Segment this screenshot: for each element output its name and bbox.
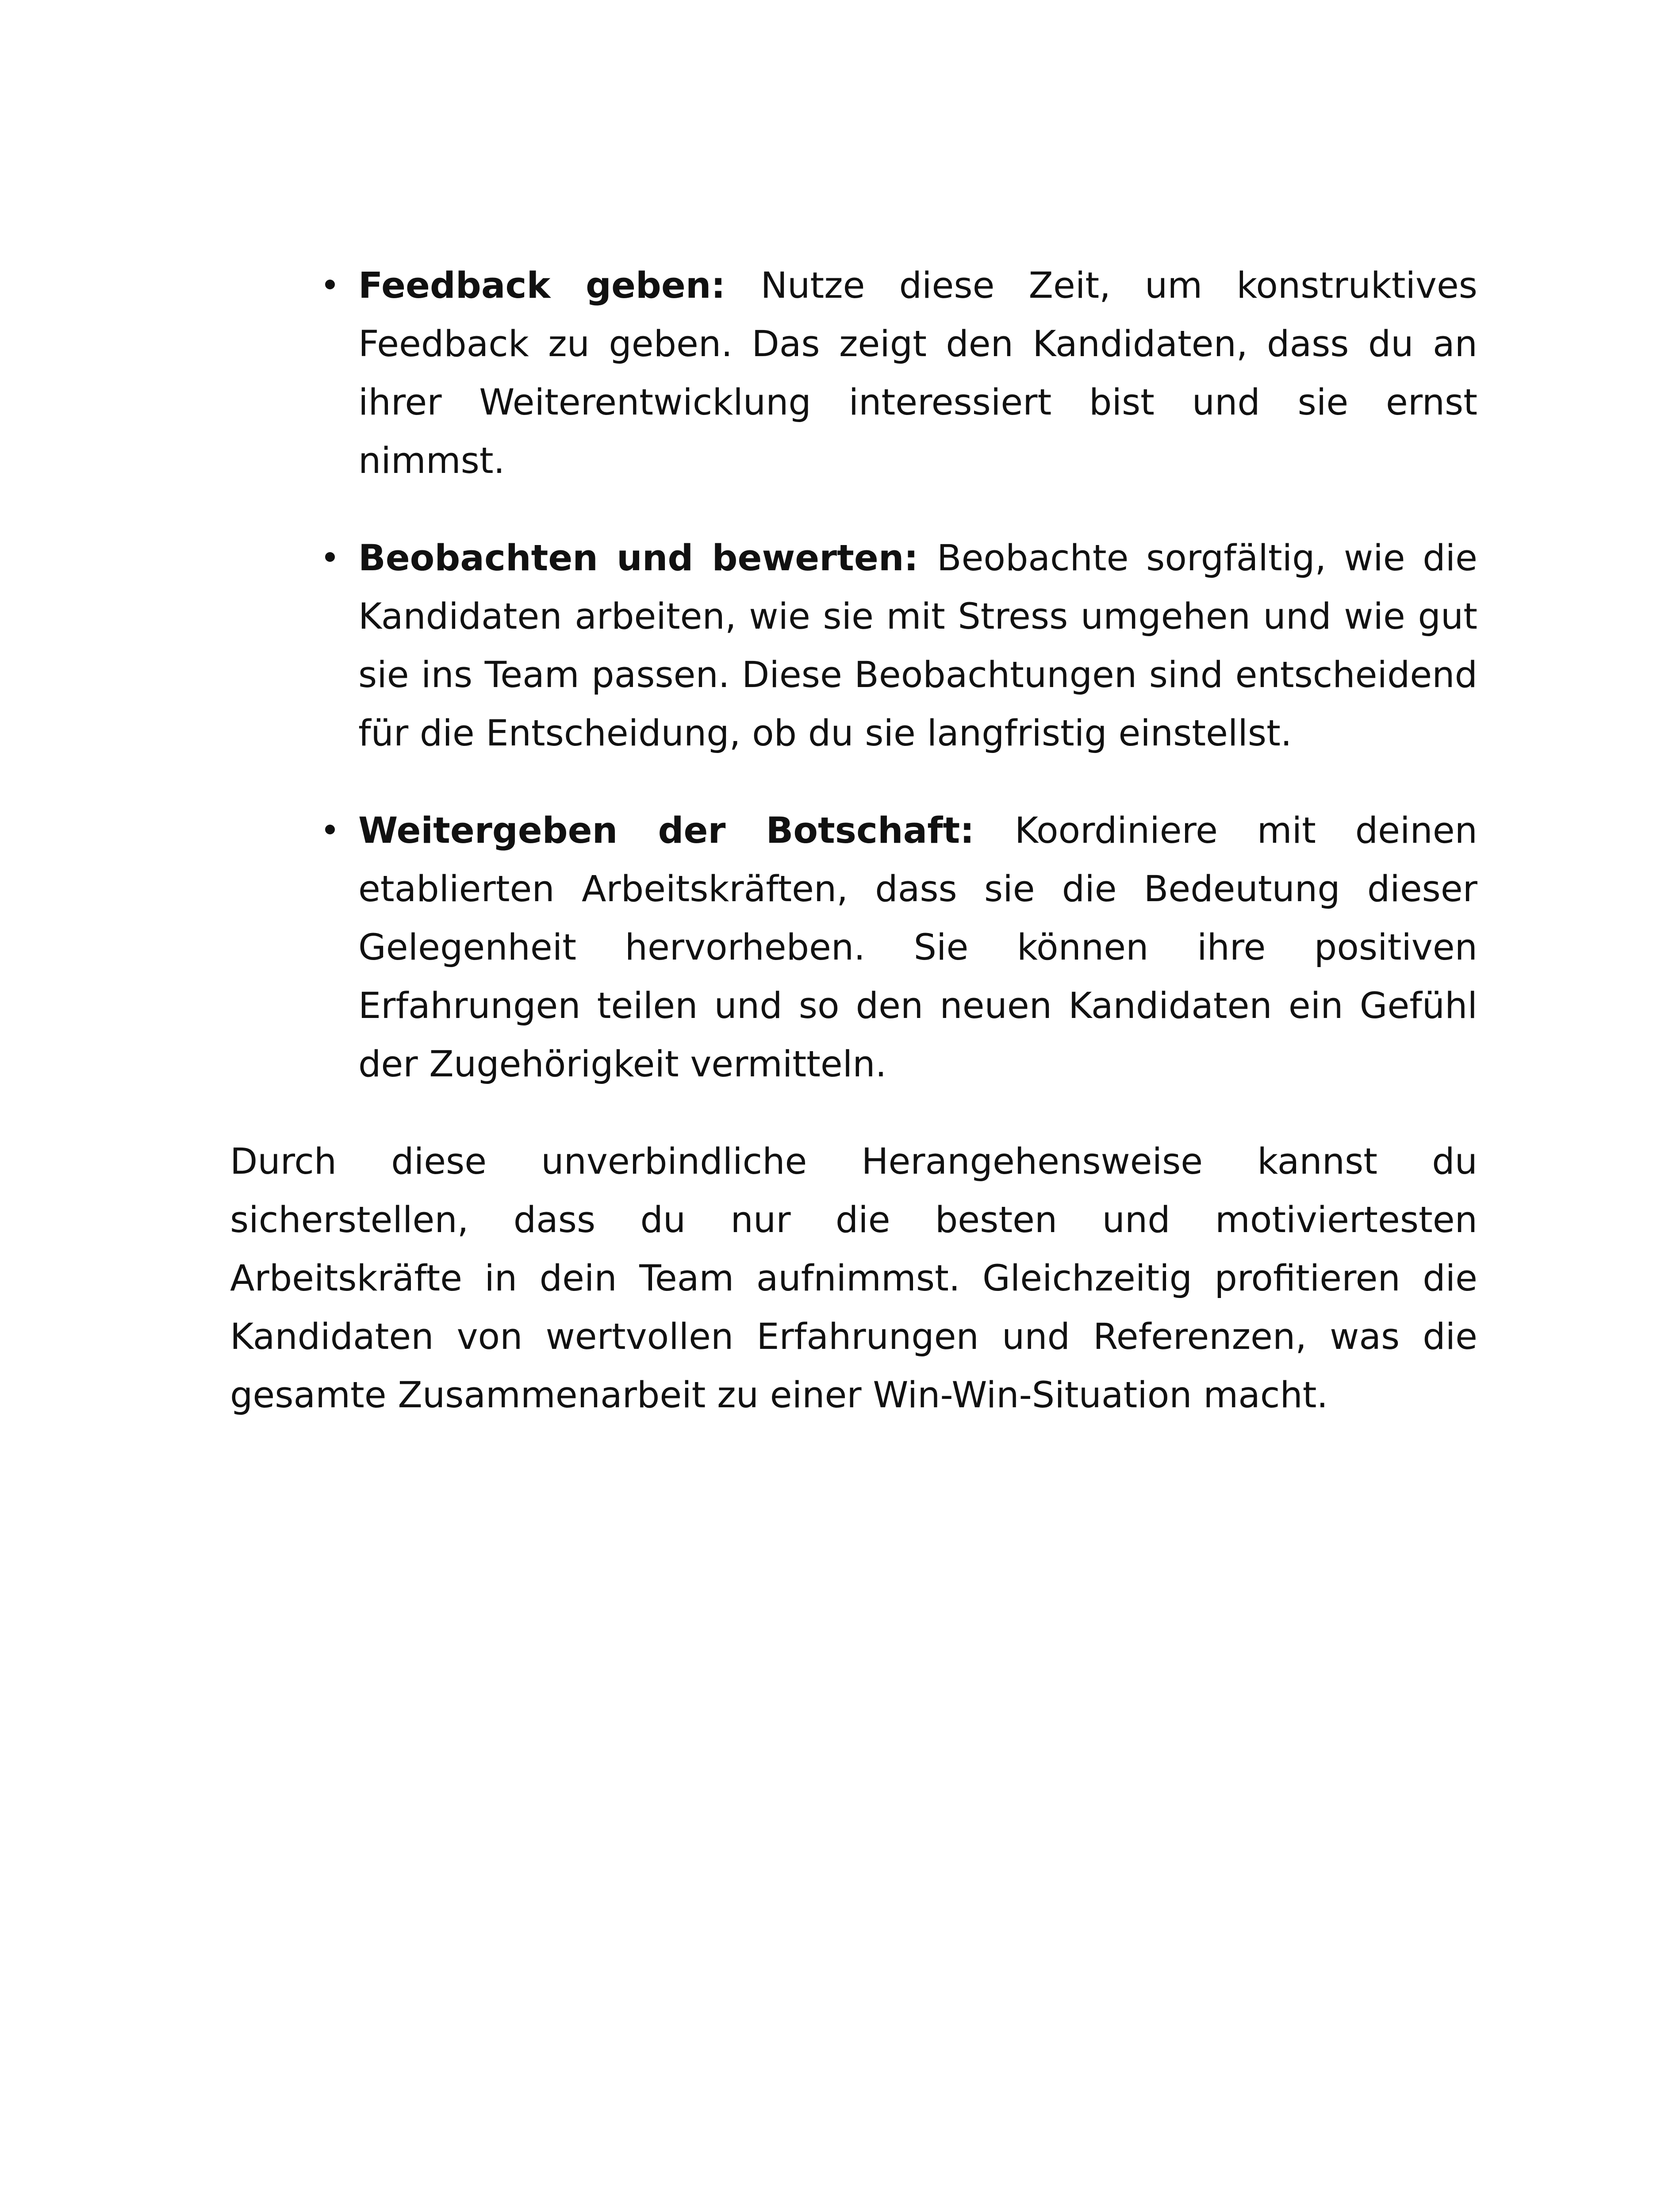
bullet-item-weitergeben xyxy=(358,802,1477,1094)
bullet-list xyxy=(230,257,1477,1094)
bullet-text: Koordiniere mit deinen etablierten Arbeitskräften, dass sie die Bedeutung dieser Gelegenheit hervorheben. Sie können ihre positiven Erfahrungen teilen und so den neuen Kandidaten ein Gefühl der Zugehörigkeit vermitteln. xyxy=(358,810,1477,1085)
bullet-text: Nutze diese Zeit, um konstruktives Feedback zu geben. Das zeigt den Kandidaten, dass du an ihrer Weiterentwicklung interessiert bist und sie ernst nimmst. xyxy=(358,265,1477,482)
bullet-item-feedback xyxy=(358,257,1477,490)
bullet-term: Weitergeben der Botschaft: xyxy=(358,810,1015,852)
page-content xyxy=(230,257,1477,1425)
bullet-dot-icon xyxy=(325,552,335,562)
bullet-dot-icon xyxy=(325,280,335,289)
bullet-term: Feedback geben: xyxy=(358,265,761,307)
bullet-item-beobachten xyxy=(358,529,1477,763)
body-paragraph: Durch diese unverbindliche Herangehensweise kannst du sicherstellen, dass du nur die besten und motiviertesten Arbeitskräfte in dein Team aufnimmst. Gleichzeitig profitieren die Kandidaten von wertvollen Erfahrungen und Referenzen, was die gesamte Zusammenarbeit zu einer Win-Win-Situation macht. xyxy=(230,1141,1477,1416)
bullet-term: Beobachten und bewerten: xyxy=(358,538,937,579)
bullet-text: Beobachte sorgfältig, wie die Kandidaten arbeiten, wie sie mit Stress umgehen und wie gut sie ins Team passen. Diese Beobachtungen sind entscheidend für die Entscheidung, ob du sie langfristig einstellst. xyxy=(358,538,1477,754)
bullet-dot-icon xyxy=(325,825,335,834)
